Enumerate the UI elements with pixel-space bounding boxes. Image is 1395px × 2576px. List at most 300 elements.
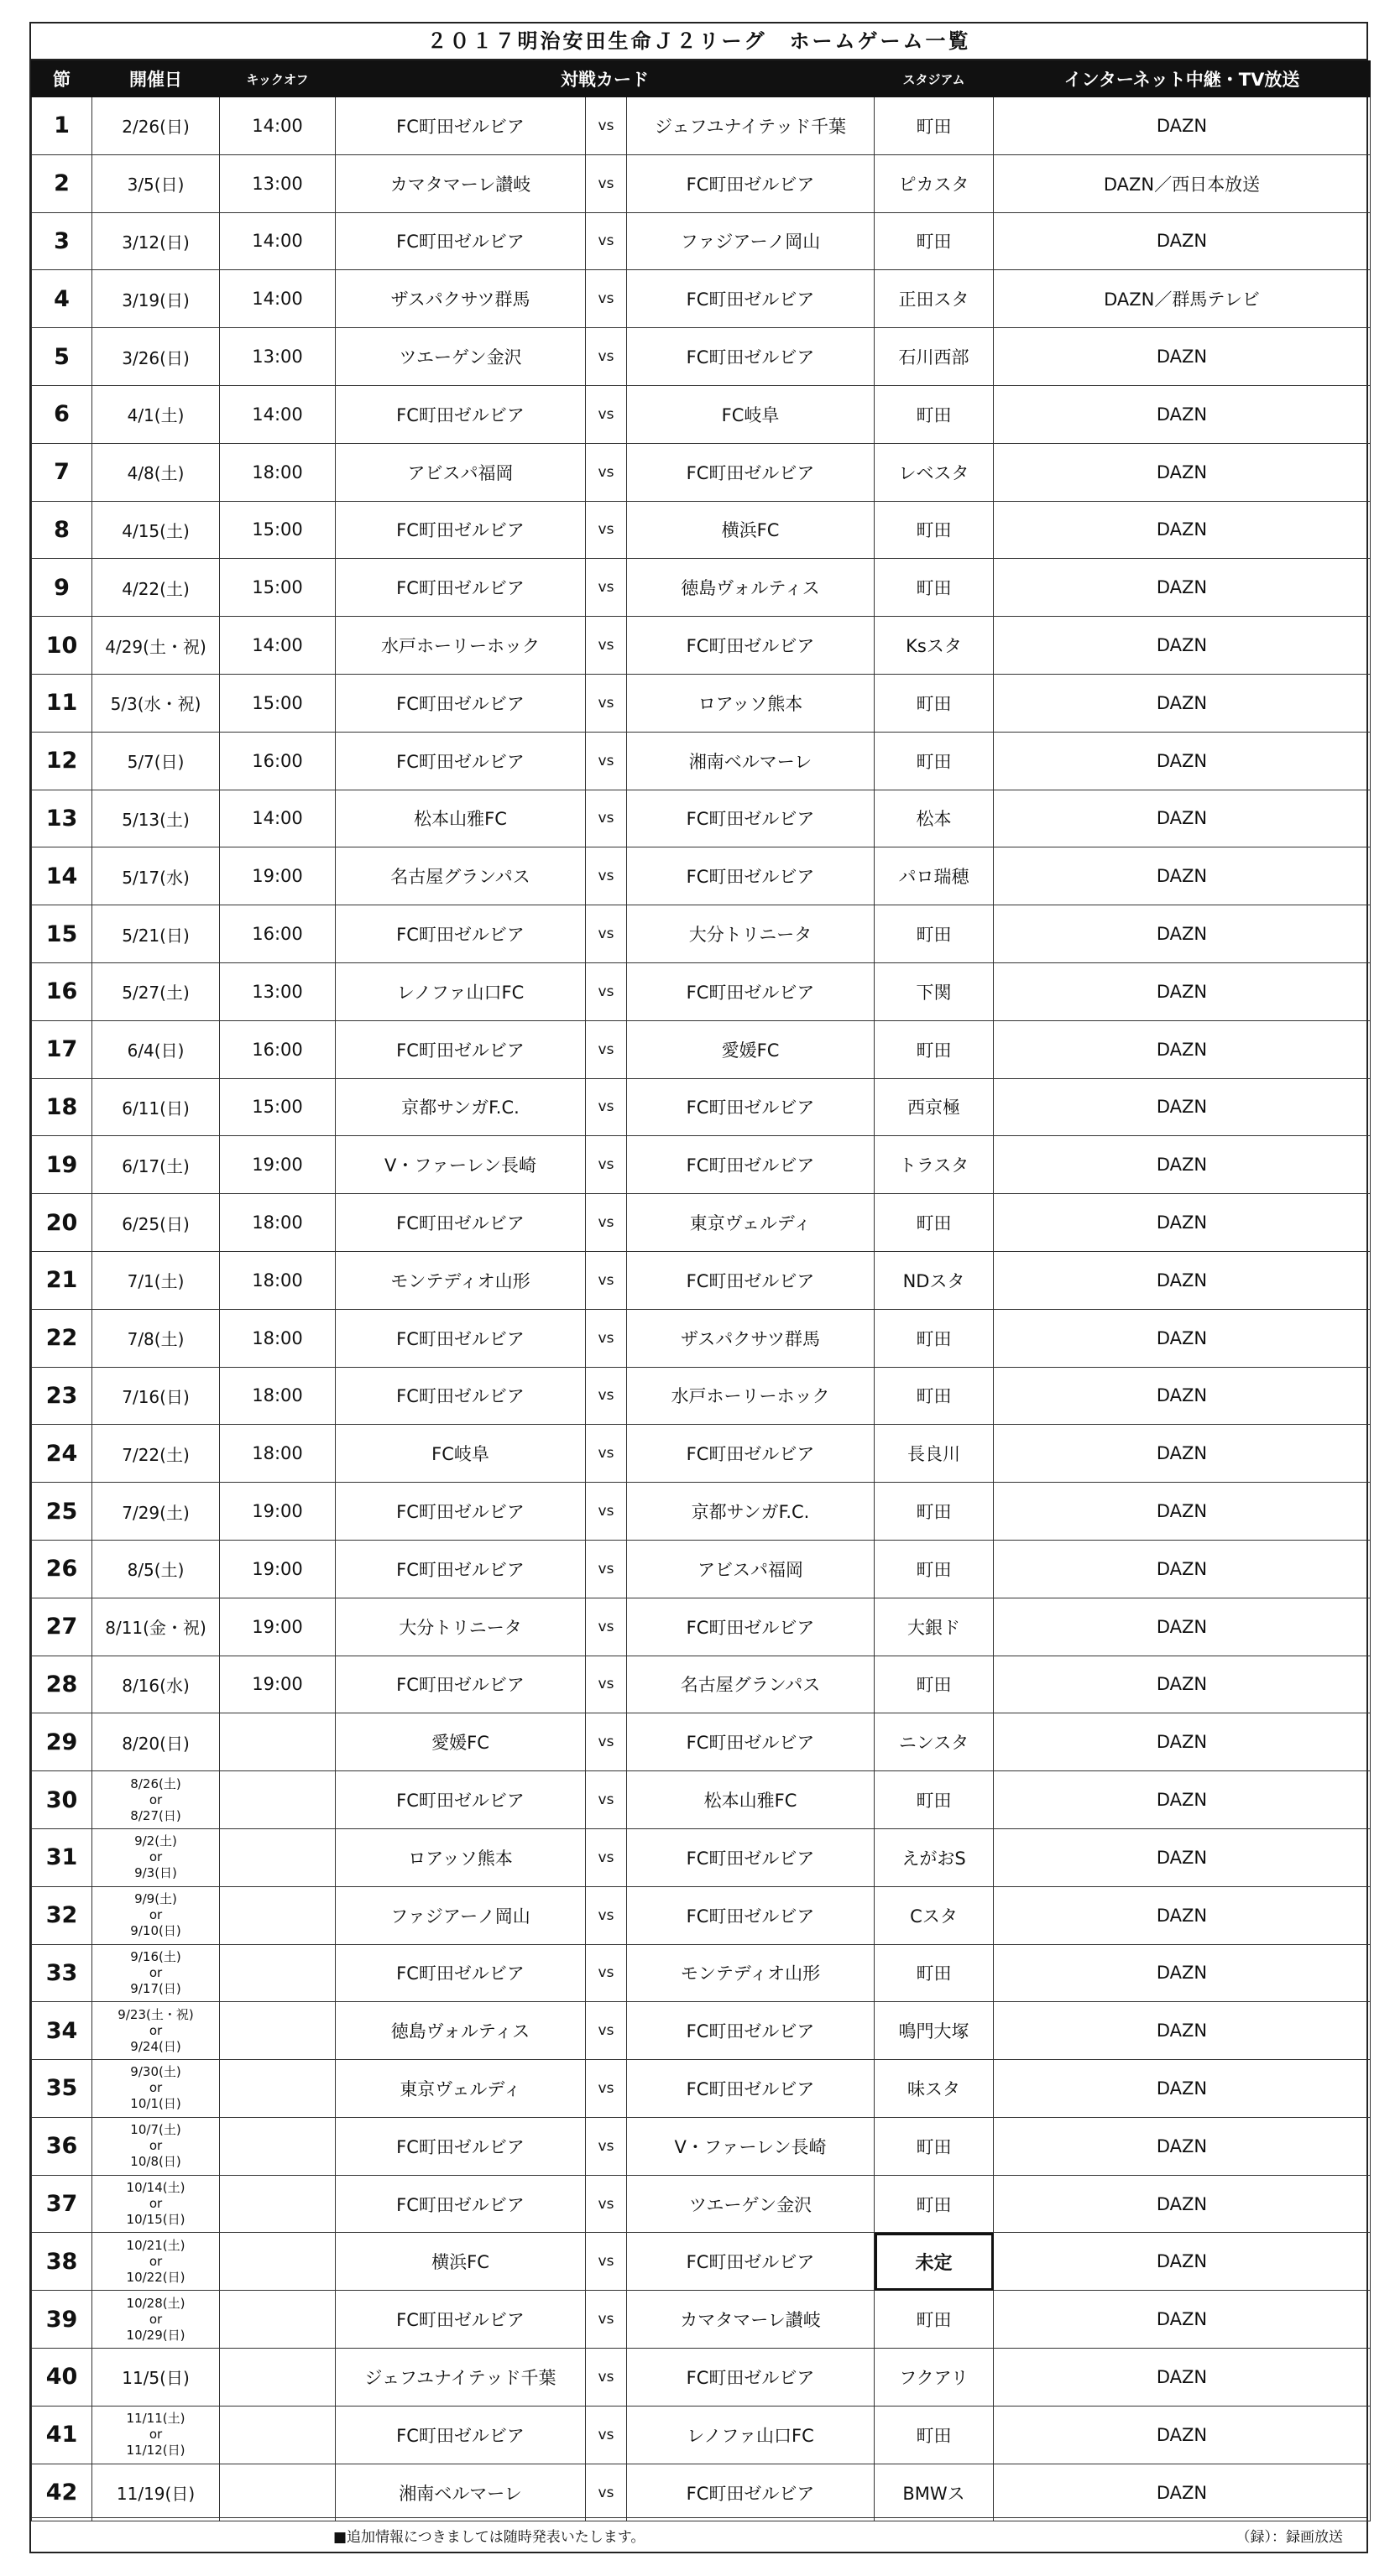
cell-kickoff: 18:00 bbox=[220, 1251, 336, 1309]
cell-round: 19 bbox=[32, 1136, 92, 1194]
cell-kickoff bbox=[220, 2117, 336, 2175]
cell-stadium: 町田 bbox=[875, 1483, 994, 1541]
cell-broadcast: DAZN bbox=[994, 1425, 1371, 1483]
cell-vs-label: vs bbox=[586, 97, 627, 155]
cell-vs-label: vs bbox=[586, 1425, 627, 1483]
cell-home-team: FC町田ゼルビア bbox=[336, 2406, 586, 2464]
cell-away-team: FC町田ゼルビア bbox=[627, 1078, 875, 1136]
table-row bbox=[32, 501, 1371, 559]
cell-date: 6/25(日) bbox=[92, 1194, 220, 1252]
cell-stadium: 大銀ド bbox=[875, 1598, 994, 1656]
cell-home-team: 京都サンガF.C. bbox=[336, 1078, 586, 1136]
cell-date: 4/8(土) bbox=[92, 443, 220, 501]
cell-stadium: 町田 bbox=[875, 2291, 994, 2349]
cell-kickoff: 16:00 bbox=[220, 1020, 336, 1078]
cell-broadcast: DAZN／西日本放送 bbox=[994, 154, 1371, 212]
cell-stadium: 町田 bbox=[875, 1194, 994, 1252]
cell-round: 18 bbox=[32, 1078, 92, 1136]
table-row bbox=[32, 154, 1371, 212]
cell-home-team: FC町田ゼルビア bbox=[336, 1540, 586, 1598]
cell-home-team: FC町田ゼルビア bbox=[336, 2291, 586, 2349]
cell-kickoff: 18:00 bbox=[220, 1194, 336, 1252]
cell-round: 26 bbox=[32, 1540, 92, 1598]
cell-kickoff: 18:00 bbox=[220, 1309, 336, 1367]
table-row bbox=[32, 1425, 1371, 1483]
cell-stadium: ピカスタ bbox=[875, 154, 994, 212]
cell-kickoff: 14:00 bbox=[220, 385, 336, 443]
cell-round: 5 bbox=[32, 328, 92, 386]
header-date: 開催日 bbox=[92, 61, 220, 97]
table-row bbox=[32, 1886, 1371, 1944]
cell-kickoff: 19:00 bbox=[220, 847, 336, 905]
cell-kickoff bbox=[220, 2233, 336, 2291]
cell-vs-label: vs bbox=[586, 501, 627, 559]
table-row bbox=[32, 2175, 1371, 2233]
cell-date: 5/3(水・祝) bbox=[92, 674, 220, 732]
table-row bbox=[32, 1828, 1371, 1886]
cell-round: 35 bbox=[32, 2060, 92, 2118]
cell-broadcast: DAZN bbox=[994, 1194, 1371, 1252]
cell-vs-label: vs bbox=[586, 1367, 627, 1425]
cell-vs-label: vs bbox=[586, 1251, 627, 1309]
cell-date-multiline: 9/30(土) or 10/1(日) bbox=[130, 2064, 181, 2112]
cell-round: 39 bbox=[32, 2291, 92, 2349]
cell-stadium: 下関 bbox=[875, 962, 994, 1020]
cell-away-team: アビスパ福岡 bbox=[627, 1540, 875, 1598]
cell-round: 17 bbox=[32, 1020, 92, 1078]
cell-date: 5/17(水) bbox=[92, 847, 220, 905]
cell-round: 7 bbox=[32, 443, 92, 501]
table-row bbox=[32, 2002, 1371, 2060]
cell-broadcast: DAZN bbox=[994, 559, 1371, 617]
cell-away-team: ロアッソ熊本 bbox=[627, 674, 875, 732]
cell-round: 31 bbox=[32, 1828, 92, 1886]
table-row bbox=[32, 674, 1371, 732]
cell-date: 11/5(日) bbox=[92, 2349, 220, 2407]
cell-away-team: 松本山雅FC bbox=[627, 1771, 875, 1829]
cell-broadcast: DAZN bbox=[994, 1136, 1371, 1194]
cell-vs-label: vs bbox=[586, 2117, 627, 2175]
cell-broadcast: DAZN bbox=[994, 2060, 1371, 2118]
cell-away-team: ファジアーノ岡山 bbox=[627, 212, 875, 270]
cell-stadium: 町田 bbox=[875, 732, 994, 790]
cell-vs-label: vs bbox=[586, 385, 627, 443]
cell-round: 3 bbox=[32, 212, 92, 270]
cell-date-multiline: 10/14(土) or 10/15(日) bbox=[126, 2180, 185, 2228]
cell-stadium: 町田 bbox=[875, 1944, 994, 2002]
cell-round: 13 bbox=[32, 790, 92, 847]
cell-away-team: FC町田ゼルビア bbox=[627, 270, 875, 328]
cell-broadcast: DAZN bbox=[994, 385, 1371, 443]
cell-round: 30 bbox=[32, 1771, 92, 1829]
cell-stadium: レベスタ bbox=[875, 443, 994, 501]
table-row bbox=[32, 1367, 1371, 1425]
cell-away-team: レノファ山口FC bbox=[627, 2406, 875, 2464]
cell-kickoff: 19:00 bbox=[220, 1483, 336, 1541]
cell-round: 16 bbox=[32, 962, 92, 1020]
cell-kickoff: 19:00 bbox=[220, 1598, 336, 1656]
cell-vs-label: vs bbox=[586, 270, 627, 328]
cell-home-team: FC町田ゼルビア bbox=[336, 385, 586, 443]
cell-away-team: 愛媛FC bbox=[627, 1020, 875, 1078]
cell-home-team: FC町田ゼルビア bbox=[336, 905, 586, 963]
cell-date: 5/27(土) bbox=[92, 962, 220, 1020]
cell-date: 3/19(日) bbox=[92, 270, 220, 328]
table-row bbox=[32, 1540, 1371, 1598]
cell-stadium: 味スタ bbox=[875, 2060, 994, 2118]
cell-kickoff: 15:00 bbox=[220, 501, 336, 559]
cell-broadcast: DAZN bbox=[994, 2406, 1371, 2464]
cell-broadcast: DAZN bbox=[994, 2233, 1371, 2291]
table-row bbox=[32, 1656, 1371, 1713]
cell-date: 5/13(土) bbox=[92, 790, 220, 847]
cell-kickoff: 14:00 bbox=[220, 97, 336, 155]
cell-date-multiline: 10/7(土) or 10/8(日) bbox=[130, 2122, 181, 2170]
cell-vs-label: vs bbox=[586, 790, 627, 847]
cell-away-team: カマタマーレ讃岐 bbox=[627, 2291, 875, 2349]
table-row bbox=[32, 1771, 1371, 1829]
cell-stadium: 町田 bbox=[875, 2406, 994, 2464]
table-row bbox=[32, 559, 1371, 617]
cell-broadcast: DAZN bbox=[994, 212, 1371, 270]
cell-broadcast: DAZN bbox=[994, 1598, 1371, 1656]
cell-home-team: FC町田ゼルビア bbox=[336, 1020, 586, 1078]
cell-date: 4/1(土) bbox=[92, 385, 220, 443]
cell-stadium: トラスタ bbox=[875, 1136, 994, 1194]
cell-date-multiline: 9/9(土) or 9/10(日) bbox=[130, 1891, 181, 1939]
cell-home-team: レノファ山口FC bbox=[336, 962, 586, 1020]
cell-away-team: FC町田ゼルビア bbox=[627, 790, 875, 847]
cell-kickoff: 19:00 bbox=[220, 1656, 336, 1713]
cell-round: 33 bbox=[32, 1944, 92, 2002]
cell-kickoff bbox=[220, 2175, 336, 2233]
cell-vs-label: vs bbox=[586, 2291, 627, 2349]
cell-away-team: V・ファーレン長崎 bbox=[627, 2117, 875, 2175]
cell-date bbox=[92, 2117, 220, 2175]
cell-date bbox=[92, 2233, 220, 2291]
table-row bbox=[32, 385, 1371, 443]
cell-broadcast: DAZN bbox=[994, 2175, 1371, 2233]
table-row bbox=[32, 212, 1371, 270]
cell-broadcast: DAZN bbox=[994, 1540, 1371, 1598]
table-row bbox=[32, 97, 1371, 155]
cell-stadium: 西京極 bbox=[875, 1078, 994, 1136]
table-row bbox=[32, 443, 1371, 501]
cell-stadium: 町田 bbox=[875, 1309, 994, 1367]
cell-date: 4/29(土・祝) bbox=[92, 617, 220, 675]
cell-kickoff: 14:00 bbox=[220, 790, 336, 847]
header-round: 節 bbox=[32, 61, 92, 97]
cell-home-team: FC町田ゼルビア bbox=[336, 1367, 586, 1425]
cell-vs-label: vs bbox=[586, 962, 627, 1020]
cell-vs-label: vs bbox=[586, 1020, 627, 1078]
cell-date: 3/12(日) bbox=[92, 212, 220, 270]
table-row bbox=[32, 1194, 1371, 1252]
cell-kickoff: 18:00 bbox=[220, 1367, 336, 1425]
cell-vs-label: vs bbox=[586, 2060, 627, 2118]
cell-away-team: FC町田ゼルビア bbox=[627, 1251, 875, 1309]
cell-kickoff bbox=[220, 2464, 336, 2521]
cell-away-team: FC町田ゼルビア bbox=[627, 2464, 875, 2521]
cell-kickoff bbox=[220, 2060, 336, 2118]
table-row bbox=[32, 1598, 1371, 1656]
cell-round: 12 bbox=[32, 732, 92, 790]
cell-broadcast: DAZN bbox=[994, 1886, 1371, 1944]
cell-home-team: 松本山雅FC bbox=[336, 790, 586, 847]
cell-vs-label: vs bbox=[586, 1944, 627, 2002]
cell-broadcast: DAZN bbox=[994, 617, 1371, 675]
cell-home-team: FC町田ゼルビア bbox=[336, 1771, 586, 1829]
cell-home-team: FC町田ゼルビア bbox=[336, 212, 586, 270]
cell-stadium: 町田 bbox=[875, 905, 994, 963]
table-row bbox=[32, 847, 1371, 905]
cell-date: 3/26(日) bbox=[92, 328, 220, 386]
table-row bbox=[32, 1020, 1371, 1078]
cell-vs-label: vs bbox=[586, 2406, 627, 2464]
cell-date: 6/4(日) bbox=[92, 1020, 220, 1078]
cell-home-team: V・ファーレン長崎 bbox=[336, 1136, 586, 1194]
cell-away-team: FC町田ゼルビア bbox=[627, 2349, 875, 2407]
cell-vs-label: vs bbox=[586, 2349, 627, 2407]
table-row bbox=[32, 270, 1371, 328]
cell-away-team: FC町田ゼルビア bbox=[627, 1713, 875, 1771]
cell-home-team: カマタマーレ讃岐 bbox=[336, 154, 586, 212]
cell-home-team: FC町田ゼルビア bbox=[336, 1656, 586, 1713]
table-row bbox=[32, 2117, 1371, 2175]
cell-home-team: ツエーゲン金沢 bbox=[336, 328, 586, 386]
cell-vs-label: vs bbox=[586, 2175, 627, 2233]
cell-vs-label: vs bbox=[586, 328, 627, 386]
cell-round: 20 bbox=[32, 1194, 92, 1252]
cell-broadcast: DAZN bbox=[994, 1656, 1371, 1713]
cell-vs-label: vs bbox=[586, 1540, 627, 1598]
cell-vs-label: vs bbox=[586, 1194, 627, 1252]
cell-broadcast: DAZN bbox=[994, 1367, 1371, 1425]
cell-home-team: FC町田ゼルビア bbox=[336, 97, 586, 155]
cell-broadcast: DAZN bbox=[994, 2117, 1371, 2175]
table-row bbox=[32, 1944, 1371, 2002]
cell-date: 4/22(土) bbox=[92, 559, 220, 617]
table-row bbox=[32, 2406, 1371, 2464]
cell-away-team: 京都サンガF.C. bbox=[627, 1483, 875, 1541]
cell-vs-label: vs bbox=[586, 674, 627, 732]
cell-home-team: 水戸ホーリーホック bbox=[336, 617, 586, 675]
cell-broadcast: DAZN bbox=[994, 1309, 1371, 1367]
cell-date bbox=[92, 2291, 220, 2349]
cell-home-team: 横浜FC bbox=[336, 2233, 586, 2291]
header-kickoff: キックオフ bbox=[220, 61, 336, 97]
cell-home-team: 徳島ヴォルティス bbox=[336, 2002, 586, 2060]
cell-kickoff: 13:00 bbox=[220, 328, 336, 386]
cell-round: 23 bbox=[32, 1367, 92, 1425]
cell-date bbox=[92, 2002, 220, 2060]
cell-date-multiline: 8/26(土) or 8/27(日) bbox=[130, 1776, 181, 1823]
cell-away-team: FC町田ゼルビア bbox=[627, 2233, 875, 2291]
cell-date: 7/8(土) bbox=[92, 1309, 220, 1367]
cell-broadcast: DAZN bbox=[994, 1251, 1371, 1309]
cell-broadcast: DAZN bbox=[994, 2464, 1371, 2521]
cell-away-team: FC町田ゼルビア bbox=[627, 1425, 875, 1483]
cell-round: 9 bbox=[32, 559, 92, 617]
cell-broadcast: DAZN bbox=[994, 501, 1371, 559]
cell-broadcast: DAZN bbox=[994, 2291, 1371, 2349]
cell-away-team: FC町田ゼルビア bbox=[627, 2060, 875, 2118]
cell-round: 11 bbox=[32, 674, 92, 732]
cell-broadcast: DAZN bbox=[994, 97, 1371, 155]
cell-date: 8/11(金・祝) bbox=[92, 1598, 220, 1656]
cell-broadcast: DAZN bbox=[994, 1020, 1371, 1078]
cell-kickoff: 14:00 bbox=[220, 617, 336, 675]
cell-away-team: ツエーゲン金沢 bbox=[627, 2175, 875, 2233]
schedule-sheet bbox=[29, 22, 1368, 2553]
cell-home-team: FC町田ゼルビア bbox=[336, 2175, 586, 2233]
cell-home-team: FC町田ゼルビア bbox=[336, 732, 586, 790]
cell-date bbox=[92, 2060, 220, 2118]
cell-date bbox=[92, 2175, 220, 2233]
cell-broadcast: DAZN bbox=[994, 443, 1371, 501]
cell-home-team: 愛媛FC bbox=[336, 1713, 586, 1771]
cell-stadium: 正田スタ bbox=[875, 270, 994, 328]
cell-round: 29 bbox=[32, 1713, 92, 1771]
cell-home-team: ロアッソ熊本 bbox=[336, 1828, 586, 1886]
cell-stadium: フクアリ bbox=[875, 2349, 994, 2407]
cell-home-team: FC町田ゼルビア bbox=[336, 1483, 586, 1541]
cell-round: 36 bbox=[32, 2117, 92, 2175]
cell-kickoff: 14:00 bbox=[220, 270, 336, 328]
cell-vs-label: vs bbox=[586, 732, 627, 790]
cell-date: 7/29(土) bbox=[92, 1483, 220, 1541]
cell-kickoff bbox=[220, 1828, 336, 1886]
cell-away-team: FC町田ゼルビア bbox=[627, 1598, 875, 1656]
cell-away-team: ジェフユナイテッド千葉 bbox=[627, 97, 875, 155]
cell-round: 27 bbox=[32, 1598, 92, 1656]
cell-date: 6/17(土) bbox=[92, 1136, 220, 1194]
cell-date bbox=[92, 1828, 220, 1886]
cell-broadcast: DAZN bbox=[994, 732, 1371, 790]
table-row bbox=[32, 1309, 1371, 1367]
table-row bbox=[32, 1483, 1371, 1541]
cell-round: 4 bbox=[32, 270, 92, 328]
cell-home-team: FC町田ゼルビア bbox=[336, 1309, 586, 1367]
cell-broadcast: DAZN bbox=[994, 905, 1371, 963]
cell-stadium: えがおS bbox=[875, 1828, 994, 1886]
cell-home-team: 湘南ベルマーレ bbox=[336, 2464, 586, 2521]
table-row bbox=[32, 617, 1371, 675]
cell-home-team: FC町田ゼルビア bbox=[336, 1944, 586, 2002]
cell-stadium: NDスタ bbox=[875, 1251, 994, 1309]
cell-date bbox=[92, 1886, 220, 1944]
cell-home-team: FC町田ゼルビア bbox=[336, 674, 586, 732]
page-title: ２０１７明治安田生命Ｊ２リーグ ホームゲーム一覧 bbox=[31, 23, 1366, 60]
cell-vs-label: vs bbox=[586, 1656, 627, 1713]
cell-stadium: ニンスタ bbox=[875, 1713, 994, 1771]
cell-round: 41 bbox=[32, 2406, 92, 2464]
cell-round: 15 bbox=[32, 905, 92, 963]
header-stadium: スタジアム bbox=[875, 61, 994, 97]
cell-kickoff: 18:00 bbox=[220, 1425, 336, 1483]
cell-away-team: 水戸ホーリーホック bbox=[627, 1367, 875, 1425]
cell-date-multiline: 9/23(土・祝) or 9/24(日) bbox=[118, 2006, 194, 2054]
table-header-row bbox=[32, 61, 1371, 97]
table-row bbox=[32, 328, 1371, 386]
cell-away-team: FC町田ゼルビア bbox=[627, 1828, 875, 1886]
cell-away-team: FC町田ゼルビア bbox=[627, 2002, 875, 2060]
cell-kickoff: 15:00 bbox=[220, 1078, 336, 1136]
table-row bbox=[32, 2291, 1371, 2349]
cell-date: 8/20(日) bbox=[92, 1713, 220, 1771]
footer-legend: （録）：録画放送 bbox=[1236, 2529, 1343, 2546]
table-row bbox=[32, 732, 1371, 790]
table-body bbox=[32, 97, 1371, 2521]
cell-vs-label: vs bbox=[586, 617, 627, 675]
cell-stadium: 町田 bbox=[875, 1656, 994, 1713]
cell-away-team: 横浜FC bbox=[627, 501, 875, 559]
cell-round: 28 bbox=[32, 1656, 92, 1713]
cell-broadcast: DAZN bbox=[994, 790, 1371, 847]
table-row bbox=[32, 2349, 1371, 2407]
cell-broadcast: DAZN bbox=[994, 1828, 1371, 1886]
cell-stadium: 町田 bbox=[875, 674, 994, 732]
cell-broadcast: DAZN／群馬テレビ bbox=[994, 270, 1371, 328]
cell-date: 7/1(土) bbox=[92, 1251, 220, 1309]
cell-date-multiline: 9/16(土) or 9/17(日) bbox=[130, 1948, 181, 1996]
cell-stadium: 町田 bbox=[875, 2175, 994, 2233]
cell-round: 34 bbox=[32, 2002, 92, 2060]
cell-away-team: 名古屋グランパス bbox=[627, 1656, 875, 1713]
cell-home-team: FC町田ゼルビア bbox=[336, 501, 586, 559]
cell-vs-label: vs bbox=[586, 1886, 627, 1944]
footer bbox=[31, 2517, 1366, 2552]
cell-date: 7/16(日) bbox=[92, 1367, 220, 1425]
cell-home-team: FC町田ゼルビア bbox=[336, 2117, 586, 2175]
cell-stadium: パロ瑞穂 bbox=[875, 847, 994, 905]
cell-date: 5/7(日) bbox=[92, 732, 220, 790]
cell-stadium: 町田 bbox=[875, 2117, 994, 2175]
cell-stadium: 松本 bbox=[875, 790, 994, 847]
cell-round: 8 bbox=[32, 501, 92, 559]
cell-date: 6/11(日) bbox=[92, 1078, 220, 1136]
cell-away-team: FC町田ゼルビア bbox=[627, 1136, 875, 1194]
cell-home-team: 大分トリニータ bbox=[336, 1598, 586, 1656]
cell-vs-label: vs bbox=[586, 559, 627, 617]
cell-vs-label: vs bbox=[586, 1309, 627, 1367]
cell-home-team: 名古屋グランパス bbox=[336, 847, 586, 905]
cell-date bbox=[92, 1771, 220, 1829]
cell-kickoff: 19:00 bbox=[220, 1136, 336, 1194]
header-broadcast: インターネット中継・TV放送 bbox=[994, 61, 1371, 97]
table-row bbox=[32, 905, 1371, 963]
cell-away-team: ザスパクサツ群馬 bbox=[627, 1309, 875, 1367]
cell-kickoff bbox=[220, 1944, 336, 2002]
cell-date: 8/16(水) bbox=[92, 1656, 220, 1713]
cell-round: 37 bbox=[32, 2175, 92, 2233]
cell-stadium: Cスタ bbox=[875, 1886, 994, 1944]
cell-stadium: 長良川 bbox=[875, 1425, 994, 1483]
cell-kickoff: 13:00 bbox=[220, 154, 336, 212]
cell-away-team: 東京ヴェルディ bbox=[627, 1194, 875, 1252]
cell-home-team: FC町田ゼルビア bbox=[336, 559, 586, 617]
cell-stadium: 町田 bbox=[875, 212, 994, 270]
table-row bbox=[32, 1251, 1371, 1309]
cell-stadium: 町田 bbox=[875, 1540, 994, 1598]
cell-vs-label: vs bbox=[586, 2002, 627, 2060]
cell-round: 25 bbox=[32, 1483, 92, 1541]
cell-date: 8/5(土) bbox=[92, 1540, 220, 1598]
table-row bbox=[32, 2060, 1371, 2118]
cell-away-team: 湘南ベルマーレ bbox=[627, 732, 875, 790]
cell-home-team: FC町田ゼルビア bbox=[336, 1194, 586, 1252]
cell-vs-label: vs bbox=[586, 847, 627, 905]
